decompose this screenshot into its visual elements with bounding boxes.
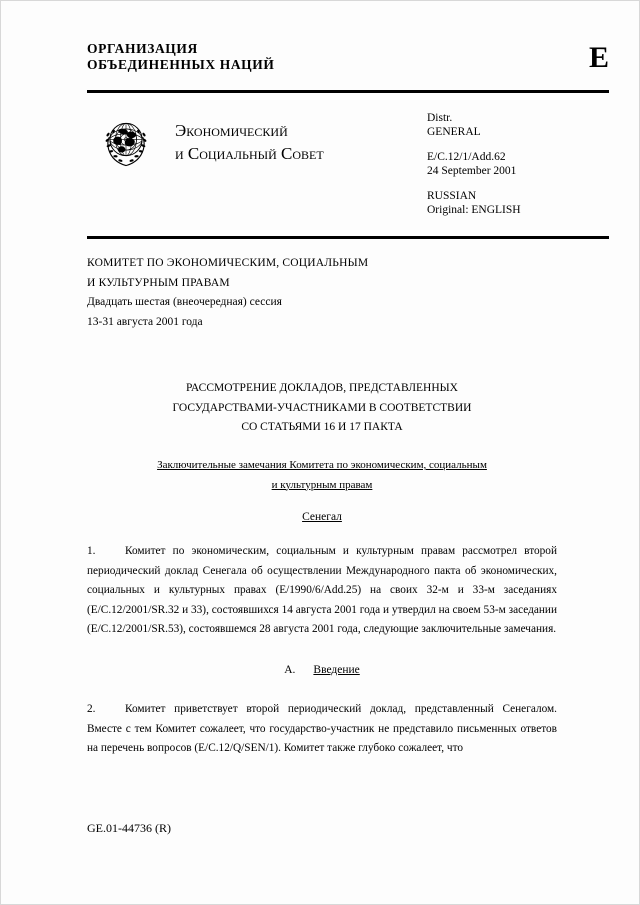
document-footer-code: GE.01-44736 (R): [87, 821, 171, 835]
organization-line-1: ОРГАНИЗАЦИЯ: [87, 41, 198, 56]
distr-label: Distr.: [427, 112, 453, 124]
document-title: [87, 379, 557, 438]
document-subtitle-line-2: и культурным правам: [271, 478, 373, 491]
committee-name-line-2: И КУЛЬТУРНЫМ ПРАВАМ: [87, 276, 230, 289]
document-title-line-2: ГОСУДАРСТВАМИ-УЧАСТНИКАМИ В СООТВЕТСТВИИ: [172, 401, 472, 414]
committee-name-line-1: КОМИТЕТ ПО ЭКОНОМИЧЕСКИМ, СОЦИАЛЬНЫМ: [87, 257, 369, 269]
council-block: [87, 105, 609, 223]
section-heading-a: [87, 664, 557, 676]
council-title-line-1: Экономический: [175, 121, 288, 140]
paragraph-1: [87, 542, 557, 640]
document-original-language: Original: ENGLISH: [427, 204, 521, 216]
header-rule-bottom: [87, 236, 609, 239]
header-rule-top: [87, 90, 609, 93]
paragraph-1-number: 1.: [87, 545, 96, 557]
distr-value: GENERAL: [427, 126, 481, 138]
paragraph-1-text: Комитет по экономическим, социальным и культурным правам рассмотрел второй периодический доклад Сенегала об осуществлении Международного пакта об экономических, социальных и культурных правах (E/1990/6/Add.25) на своих 32-м и 33-м заседаниях (E/C.12/2001/SR.32 и 33), состоявшихся 14 августа 2001 года и утвердил на своем 53-м заседании (E/C.12/2001/SR.53), состоявшемся 28 августа 2001 года, следующие заключительные замечания.: [87, 545, 557, 636]
document-date: 24 September 2001: [427, 165, 517, 177]
organization-line-2: ОБЪЕДИНЕННЫХ НАЦИЙ: [87, 56, 275, 72]
distr-spacer-1: [427, 139, 521, 150]
section-a-letter: A.: [284, 664, 296, 676]
un-emblem: [95, 111, 157, 173]
paragraph-2-text: Комитет приветствует второй периодический доклад, представленный Сенегалом. Вместе с тем Комитет сожалеет, что государство-участник не представило письменных ответов на перечень вопросов (E/C.12/Q/SEN/1). Комитет также глубоко сожалеет, что: [87, 703, 557, 755]
committee-session-dates: 13-31 августа 2001 года: [87, 315, 203, 328]
council-title-line-2: и Социальный Совет: [175, 144, 324, 163]
distr-spacer-2: [427, 178, 521, 189]
document-symbol-letter: E: [588, 41, 609, 74]
committee-session: Двадцать шестая (внеочередная) сессия: [87, 296, 282, 308]
document-title-line-1: РАССМОТРЕНИЕ ДОКЛАДОВ, ПРЕДСТАВЛЕННЫХ: [186, 382, 458, 394]
document-subtitle: [87, 456, 557, 495]
document-language: RUSSIAN: [427, 190, 477, 202]
masthead: [87, 41, 609, 72]
country-heading: [87, 511, 557, 523]
paragraph-2: [87, 700, 557, 759]
section-a-name: Введение: [313, 664, 360, 676]
council-title: [175, 119, 435, 165]
document-subtitle-line-1: Заключительные замечания Комитета по экономическим, социальным: [157, 459, 487, 471]
country-name: Сенегал: [302, 511, 342, 523]
distribution-block: [427, 111, 521, 217]
paragraph-2-number: 2.: [87, 703, 96, 715]
document-title-line-3: СО СТАТЬЯМИ 16 И 17 ПАКТА: [241, 421, 403, 433]
document-symbol: E/C.12/1/Add.62: [427, 151, 506, 163]
committee-heading: [87, 254, 557, 332]
organization-name: [87, 41, 609, 72]
